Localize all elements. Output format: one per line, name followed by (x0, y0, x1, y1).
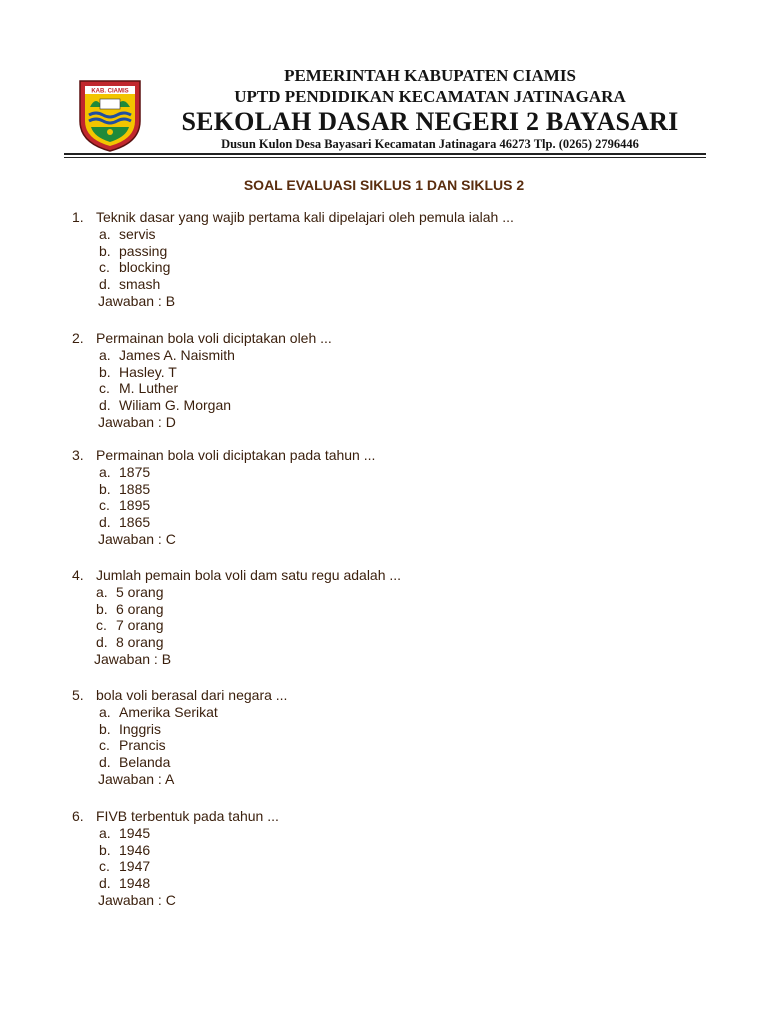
question-item (72, 687, 287, 788)
question-text: FIVB terbentuk pada tahun ... (96, 808, 279, 824)
answer-option: d. smash (99, 276, 161, 293)
question-item (72, 209, 514, 310)
answer-key: Jawaban : B (98, 292, 176, 309)
question-item (72, 567, 401, 668)
answer-key: Jawaban : B (94, 650, 172, 667)
answer-option: a. 1875 (99, 463, 151, 480)
answer-option: c. M. Luther (99, 380, 179, 397)
answer-option: c. 7 orang (96, 617, 164, 634)
answer-option: a. 5 orang (96, 583, 164, 600)
answer-option: b. Inggris (99, 720, 162, 737)
question-text: Permainan bola voli diciptakan pada tahun ... (96, 447, 376, 463)
answer-key: Jawaban : C (98, 891, 176, 908)
answer-option: d. Belanda (99, 754, 171, 771)
school-name: SEKOLAH DASAR NEGERI 2 BAYASARI (181, 107, 679, 136)
answer-option: c. 1947 (99, 858, 151, 875)
government-name: PEMERINTAH KABUPATEN CIAMIS (284, 66, 576, 85)
school-address: Dusun Kulon Desa Bayasari Kecamatan Jatinagara 46273 Tlp. (0265) 2796446 (221, 137, 639, 151)
question-number: 5. (72, 687, 84, 703)
answer-key: Jawaban : D (98, 413, 176, 430)
question-number: 3. (72, 447, 84, 463)
answer-option: d. 1948 (99, 875, 151, 892)
question-item (72, 330, 332, 431)
letterhead-divider (64, 153, 706, 155)
document-title: SOAL EVALUASI SIKLUS 1 DAN SIKLUS 2 (243, 177, 525, 193)
answer-option: d. 8 orang (96, 634, 164, 651)
answer-option: a. servis (99, 225, 156, 242)
answer-option: a. Amerika Serikat (99, 703, 218, 720)
question-text: bola voli berasal dari negara ... (96, 687, 288, 703)
letterhead-divider-thin (64, 157, 706, 158)
ciamis-regency-crest-icon (76, 77, 144, 153)
question-number: 1. (72, 209, 84, 225)
question-text: Permainan bola voli diciptakan oleh ... (96, 330, 332, 346)
answer-option: c. blocking (99, 259, 171, 276)
answer-option: b. Hasley. T (99, 363, 177, 380)
answer-option: b. 1946 (99, 841, 151, 858)
answer-option: a. James A. Naismith (99, 346, 235, 363)
answer-key: Jawaban : A (98, 770, 175, 787)
question-text: Teknik dasar yang wajib pertama kali dipelajari oleh pemula ialah ... (96, 209, 514, 225)
question-number: 6. (72, 808, 84, 824)
answer-option: b. passing (99, 242, 168, 259)
question-number: 4. (72, 567, 84, 583)
crest-lettering: KAB. CIAMIS (91, 88, 129, 95)
question-number: 2. (72, 330, 84, 346)
question-item (72, 447, 375, 548)
answer-option: b. 1885 (99, 480, 151, 497)
question-text: Jumlah pemain bola voli dam satu regu adalah ... (96, 567, 402, 583)
question-item (72, 808, 279, 909)
answer-option: d. Wiliam G. Morgan (99, 397, 232, 414)
answer-key: Jawaban : C (98, 530, 176, 547)
answer-option: d. 1865 (99, 514, 151, 531)
agency-name: UPTD PENDIDIKAN KECAMATAN JATINAGARA (234, 87, 626, 106)
answer-option: a. 1945 (99, 824, 151, 841)
answer-option: c. Prancis (99, 737, 166, 754)
answer-option: b. 6 orang (96, 600, 164, 617)
answer-option: c. 1895 (99, 497, 151, 514)
